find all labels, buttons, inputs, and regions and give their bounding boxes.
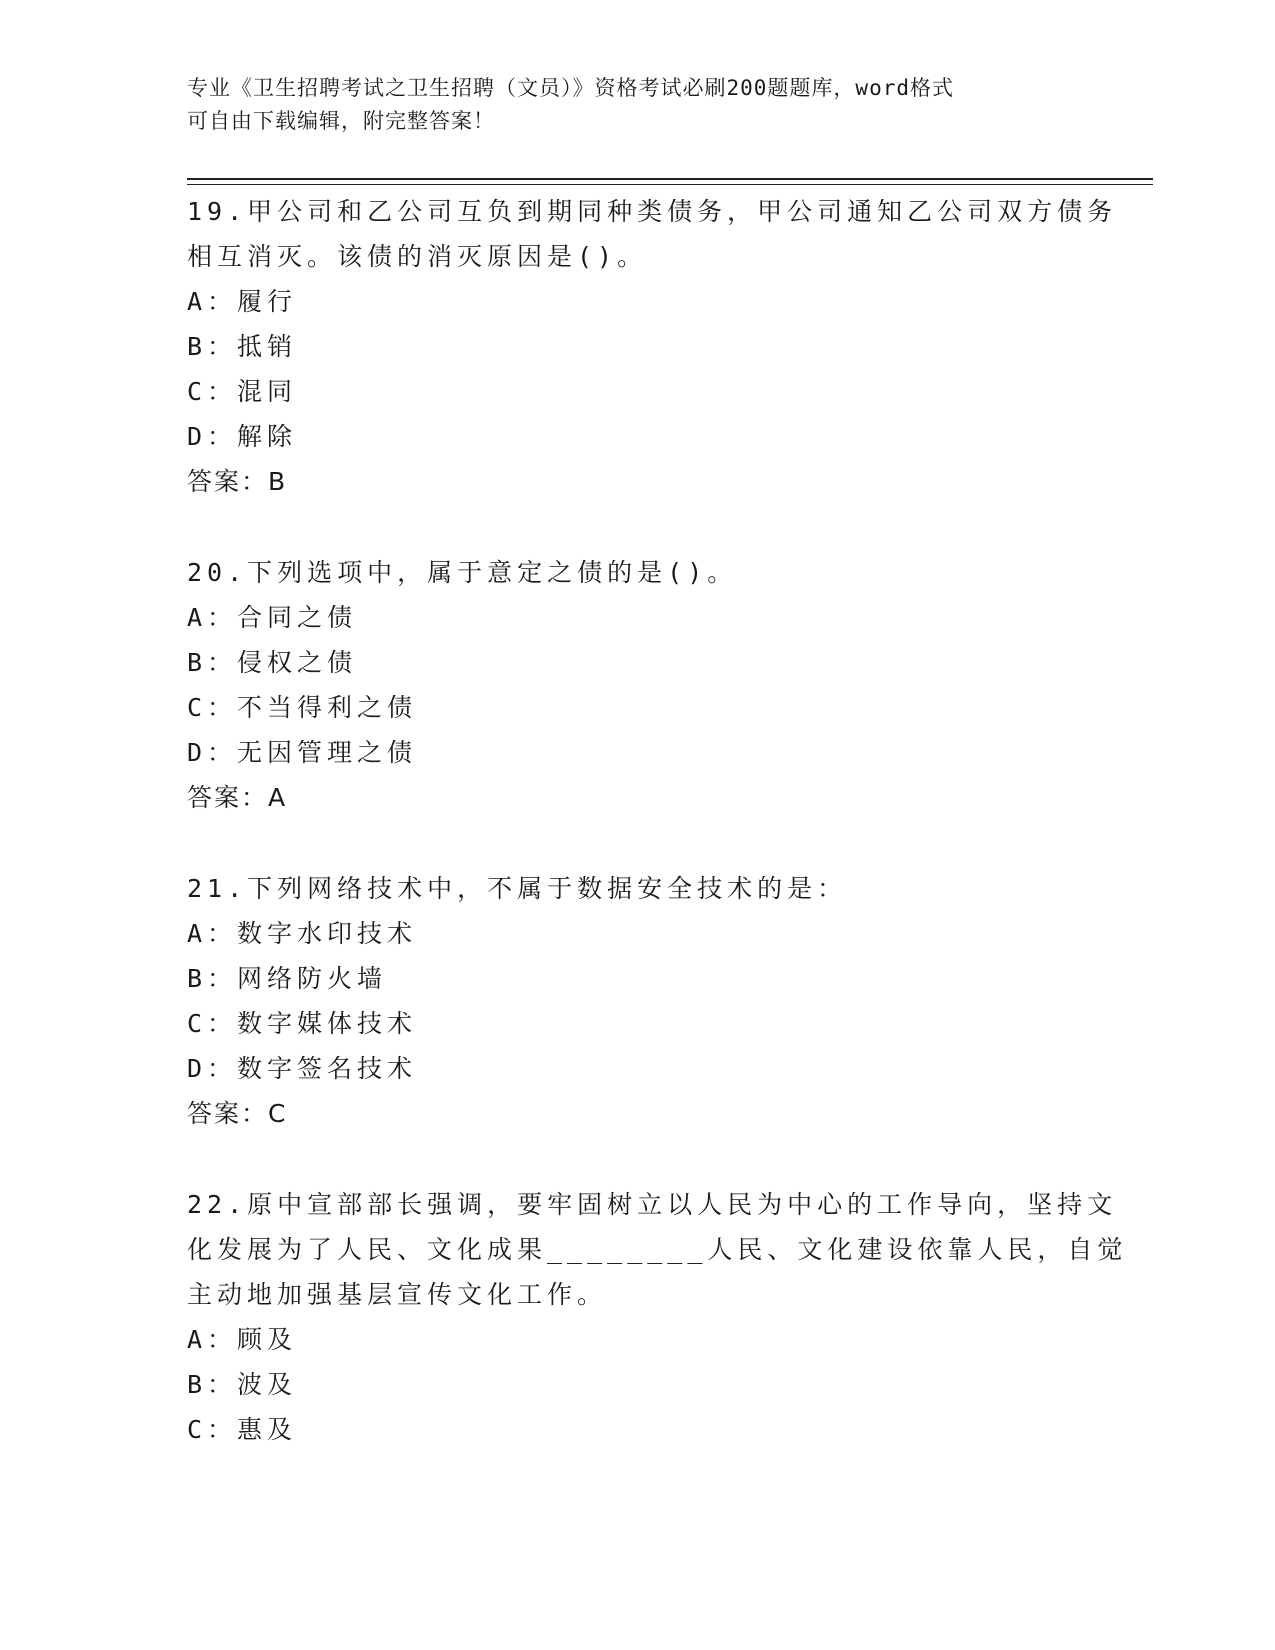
option-c: C：数字媒体技术 <box>187 1009 418 1038</box>
option-c: C：不当得利之债 <box>187 693 418 722</box>
question-stem <box>187 866 1087 911</box>
document-header <box>187 72 1067 138</box>
option-a: A：顾及 <box>187 1325 298 1354</box>
header-line-2: 可自由下载编辑，附完整答案！ <box>187 109 495 133</box>
question-19 <box>187 189 1118 504</box>
question-stem <box>187 1182 1128 1317</box>
question-stem-line: 22.原中宣部部长强调，要牢固树立以人民为中心的工作导向，坚持文 <box>187 1190 1118 1219</box>
question-20 <box>187 550 1087 820</box>
option-c: C：惠及 <box>187 1415 298 1444</box>
question-stem <box>187 550 1087 595</box>
option-c: C：混同 <box>187 377 298 406</box>
question-stem-line: 20.下列选项中，属于意定之债的是()。 <box>187 558 738 587</box>
header-divider-thin <box>187 184 1153 185</box>
option-b: B：网络防火墙 <box>187 964 388 993</box>
question-stem-line: 相互消灭。该债的消灭原因是()。 <box>187 242 648 271</box>
question-stem-line: 19.甲公司和乙公司互负到期同种类债务，甲公司通知乙公司双方债务 <box>187 197 1118 226</box>
question-stem <box>187 189 1118 279</box>
question-21 <box>187 866 1087 1136</box>
header-divider-thick <box>187 178 1153 180</box>
option-b: B：侵权之债 <box>187 648 358 677</box>
question-list <box>187 189 1128 1498</box>
option-d: D：解除 <box>187 422 298 451</box>
answer-line: 答案：B <box>187 467 288 496</box>
question-22 <box>187 1182 1128 1452</box>
option-a: A：数字水印技术 <box>187 919 418 948</box>
answer-line: 答案：A <box>187 783 288 812</box>
option-a: A：合同之债 <box>187 603 358 632</box>
question-stem-line: 21.下列网络技术中，不属于数据安全技术的是： <box>187 874 848 903</box>
option-a: A：履行 <box>187 287 298 316</box>
answer-line: 答案：C <box>187 1099 288 1128</box>
question-stem-line: 主动地加强基层宣传文化工作。 <box>187 1280 608 1309</box>
option-b: B：抵销 <box>187 332 298 361</box>
option-d: D：无因管理之债 <box>187 738 418 767</box>
question-stem-line: 化发展为了人民、文化成果________人民、文化建设依靠人民，自觉 <box>187 1235 1128 1264</box>
option-d: D：数字签名技术 <box>187 1054 418 1083</box>
header-line-1: 专业《卫生招聘考试之卫生招聘（文员）》资格考试必刷200题题库，word格式 <box>187 76 954 100</box>
option-b: B：波及 <box>187 1370 298 1399</box>
